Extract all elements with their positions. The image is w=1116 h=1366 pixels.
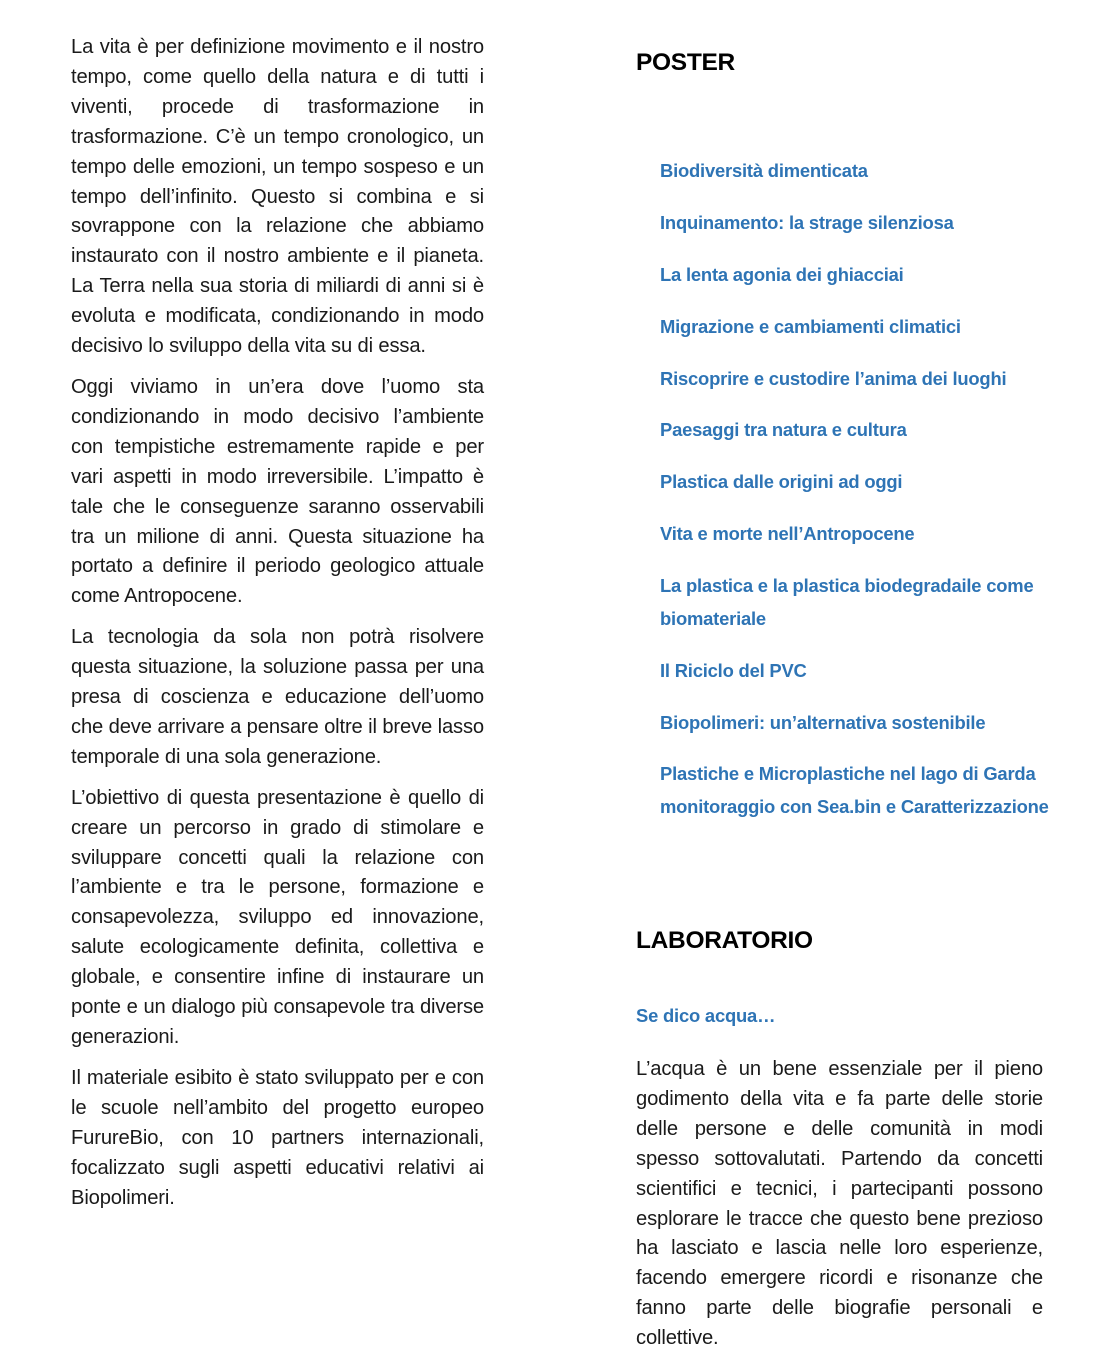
intro-paragraph-3: La tecnologia da sola non potrà risolvere questa situazione, la soluzione passa per una presa di coscienza e educazione dell’uomo che deve arrivare a pensare oltre il breve lasso temporale di una sola generazione. [71,626,484,768]
poster-item-riciclo-pvc[interactable]: Il Riciclo del PVC [660,659,807,681]
intro-paragraph-4: L’obiettivo di questa presentazione è quello di creare un percorso in grado di stimolare e sviluppare concetti quali la relazione con l’ambiente e tra le persone, formazione e consapevolezza, sviluppo ed innovazione, salute ecologicamente definita, collettiva e globale, e consentire infine di instaurare un ponte e un dialogo più consapevole tra diverse generazioni. [71,786,484,1048]
poster-list [660,155,1060,843]
poster-item-biopolimeri[interactable]: Biopolimeri: un’alternativa sostenibile [660,711,986,733]
poster-heading: POSTER [636,49,735,76]
intro-column [71,33,484,1224]
poster-item-anima-luoghi[interactable]: Riscoprire e custodire l’anima dei luoghi [660,367,1007,389]
poster-item-ghiacciai[interactable]: La lenta agonia dei ghiacciai [660,263,904,285]
poster-item-plastica-biodegradabile[interactable]: La plastica e la plastica biodegradaile come biomateriale [660,575,1034,629]
poster-item-migrazione[interactable]: Migrazione e cambiamenti climatici [660,315,961,337]
poster-item-microplastiche-garda[interactable]: Plastiche e Microplastiche nel lago di Garda monitoraggio con Sea.bin e Caratterizzazione [660,763,1049,817]
poster-item-inquinamento[interactable]: Inquinamento: la strage silenziosa [660,211,954,233]
poster-item-plastica-origini[interactable]: Plastica dalle origini ad oggi [660,471,903,493]
laboratorio-description: L’acqua è un bene essenziale per il pieno godimento della vita e fa parte delle storie delle persone e delle comunità in modi spesso sottovalutati. Partendo da concetti scientifici e tecnici, i partecipanti possono esplorare le tracce che questo bene prezioso ha lasciato e lascia nelle loro esperienze, facendo emergere ricordi e risonanze che fanno parte delle biografie personali e collettive. [636,1058,1043,1350]
intro-paragraph-5: Il materiale esibito è stato sviluppato per e con le scuole nell’ambito del progetto europeo FurureBio, con 10 partners internazionali, focalizzato sugli aspetti educativi relativi ai Biopolimeri. [71,1066,484,1209]
laboratorio-subtitle-link[interactable]: Se dico acqua… [636,1005,776,1026]
intro-paragraph-1: La vita è per definizione movimento e il nostro tempo, come quello della natura e di tutti i viventi, procede di trasformazione in trasformazione. C’è un tempo cronologico, un tempo delle emozioni, un tempo sospeso e un tempo dell’infinito. Questo si combina e si sovrappone con la relazione che abbiamo instaurato con il nostro ambiente e il pianeta. La Terra nella sua storia di miliardi di anni si è evoluta e modificata, condizionando in modo decisivo lo sviluppo della vita su di essa. [71,36,484,358]
poster-item-paesaggi[interactable]: Paesaggi tra natura e cultura [660,419,907,441]
intro-paragraph-2: Oggi viviamo in un’era dove l’uomo sta condizionando in modo decisivo l’ambiente con tempistiche estremamente rapide e per vari aspetti in modo irreversibile. L’impatto è tale che le conseguenze saranno osservabili tra un milione di anni. Questa situazione ha portato a definire il periodo geologico attuale come Antropocene. [71,375,484,608]
poster-item-biodiversita[interactable]: Biodiversità dimenticata [660,160,868,181]
laboratorio-heading: LABORATORIO [636,927,813,954]
poster-item-antropocene[interactable]: Vita e morte nell’Antropocene [660,523,915,545]
